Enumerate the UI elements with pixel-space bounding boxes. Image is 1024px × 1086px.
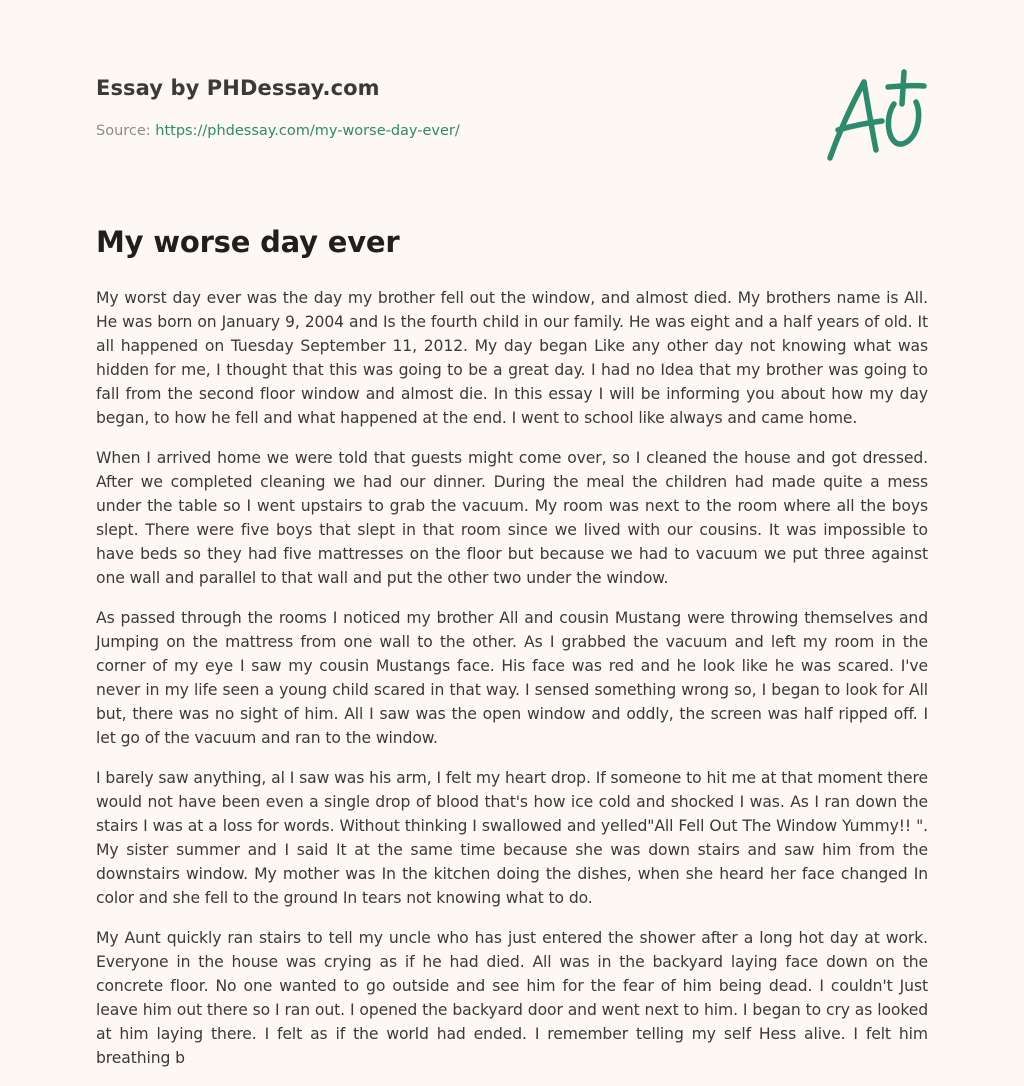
essay-paragraph: My Aunt quickly ran stairs to tell my uncle who has just entered the shower after a long hot day at work. Everyone in the house was crying as if he had died. All was in the backyard laying face down on the concrete floor. No one wanted to go outside and see him for the fear of him being dead. I couldn't Just leave him out there so I ran out. I opened the backyard door and went next to him. I began to cry as looked at him laying there. I felt as if the world had ended. I remember telling my self Hess alive. I felt him breathing b: [96, 929, 928, 1067]
a-plus-grade-icon: [824, 68, 928, 168]
source-link[interactable]: https://phdessay.com/my-worse-day-ever/: [155, 123, 460, 139]
essay-header: [96, 76, 928, 186]
essay-body: [96, 286, 928, 1086]
essay-paragraph: I barely saw anything, al I saw was his arm, I felt my heart drop. If someone to hit me at that moment there would not have been even a single drop of blood that's how ice cold and shocked I was. As I ran down the stairs I was at a loss for words. Without thinking I swallowed and yelled"All Fell Out The Window Yummy!! ". My sister summer and I said It at the same time because she was down stairs and saw him from the downstairs window. My mother was In the kitchen doing the dishes, when she heard her face changed In color and she fell to the ground In tears not knowing what to do.: [96, 769, 928, 907]
essay-paragraph: As passed through the rooms I noticed my brother All and cousin Mustang were throwing themselves and Jumping on the mattress from one wall to the other. As I grabbed the vacuum and left my room in the corner of my eye I saw my cousin Mustangs face. His face was red and he look like he was scared. I've never in my life seen a young child scared in that way. I sensed something wrong so, I began to look for All but, there was no sight of him. All I saw was the open window and oddly, the screen was half ripped off. I let go of the vacuum and ran to the window.: [96, 609, 928, 747]
source-label: Source:: [96, 123, 156, 139]
source-line: [96, 123, 460, 139]
essay-paragraph: My worst day ever was the day my brother fell out the window, and almost died. My brothers name is All. He was born on January 9, 2004 and Is the fourth child in our family. He was eight and a half years of old. It all happened on Tuesday September 11, 2012. My day began Like any other day not knowing what was hidden for me, I thought that this was going to be a great day. I had no Idea that my brother was going to fall from the second floor window and almost die. In this essay I will be informing you about how my day began, to how he fell and what happened at the end. I went to school like always and came home.: [96, 289, 928, 427]
essay-paragraph: When I arrived home we were told that guests might come over, so I cleaned the house and got dressed. After we completed cleaning we had our dinner. During the meal the children had made quite a mess under the table so I went upstairs to grab the vacuum. My room was next to the room where all the boys slept. There were five boys that slept in that room since we lived with our cousins. It was impossible to have beds so they had five mattresses on the floor but because we had to vacuum we put three against one wall and parallel to that wall and put the other two under the window.: [96, 449, 928, 587]
essay-title: My worse day ever: [96, 225, 400, 259]
site-title: Essay by PHDessay.com: [96, 76, 380, 100]
